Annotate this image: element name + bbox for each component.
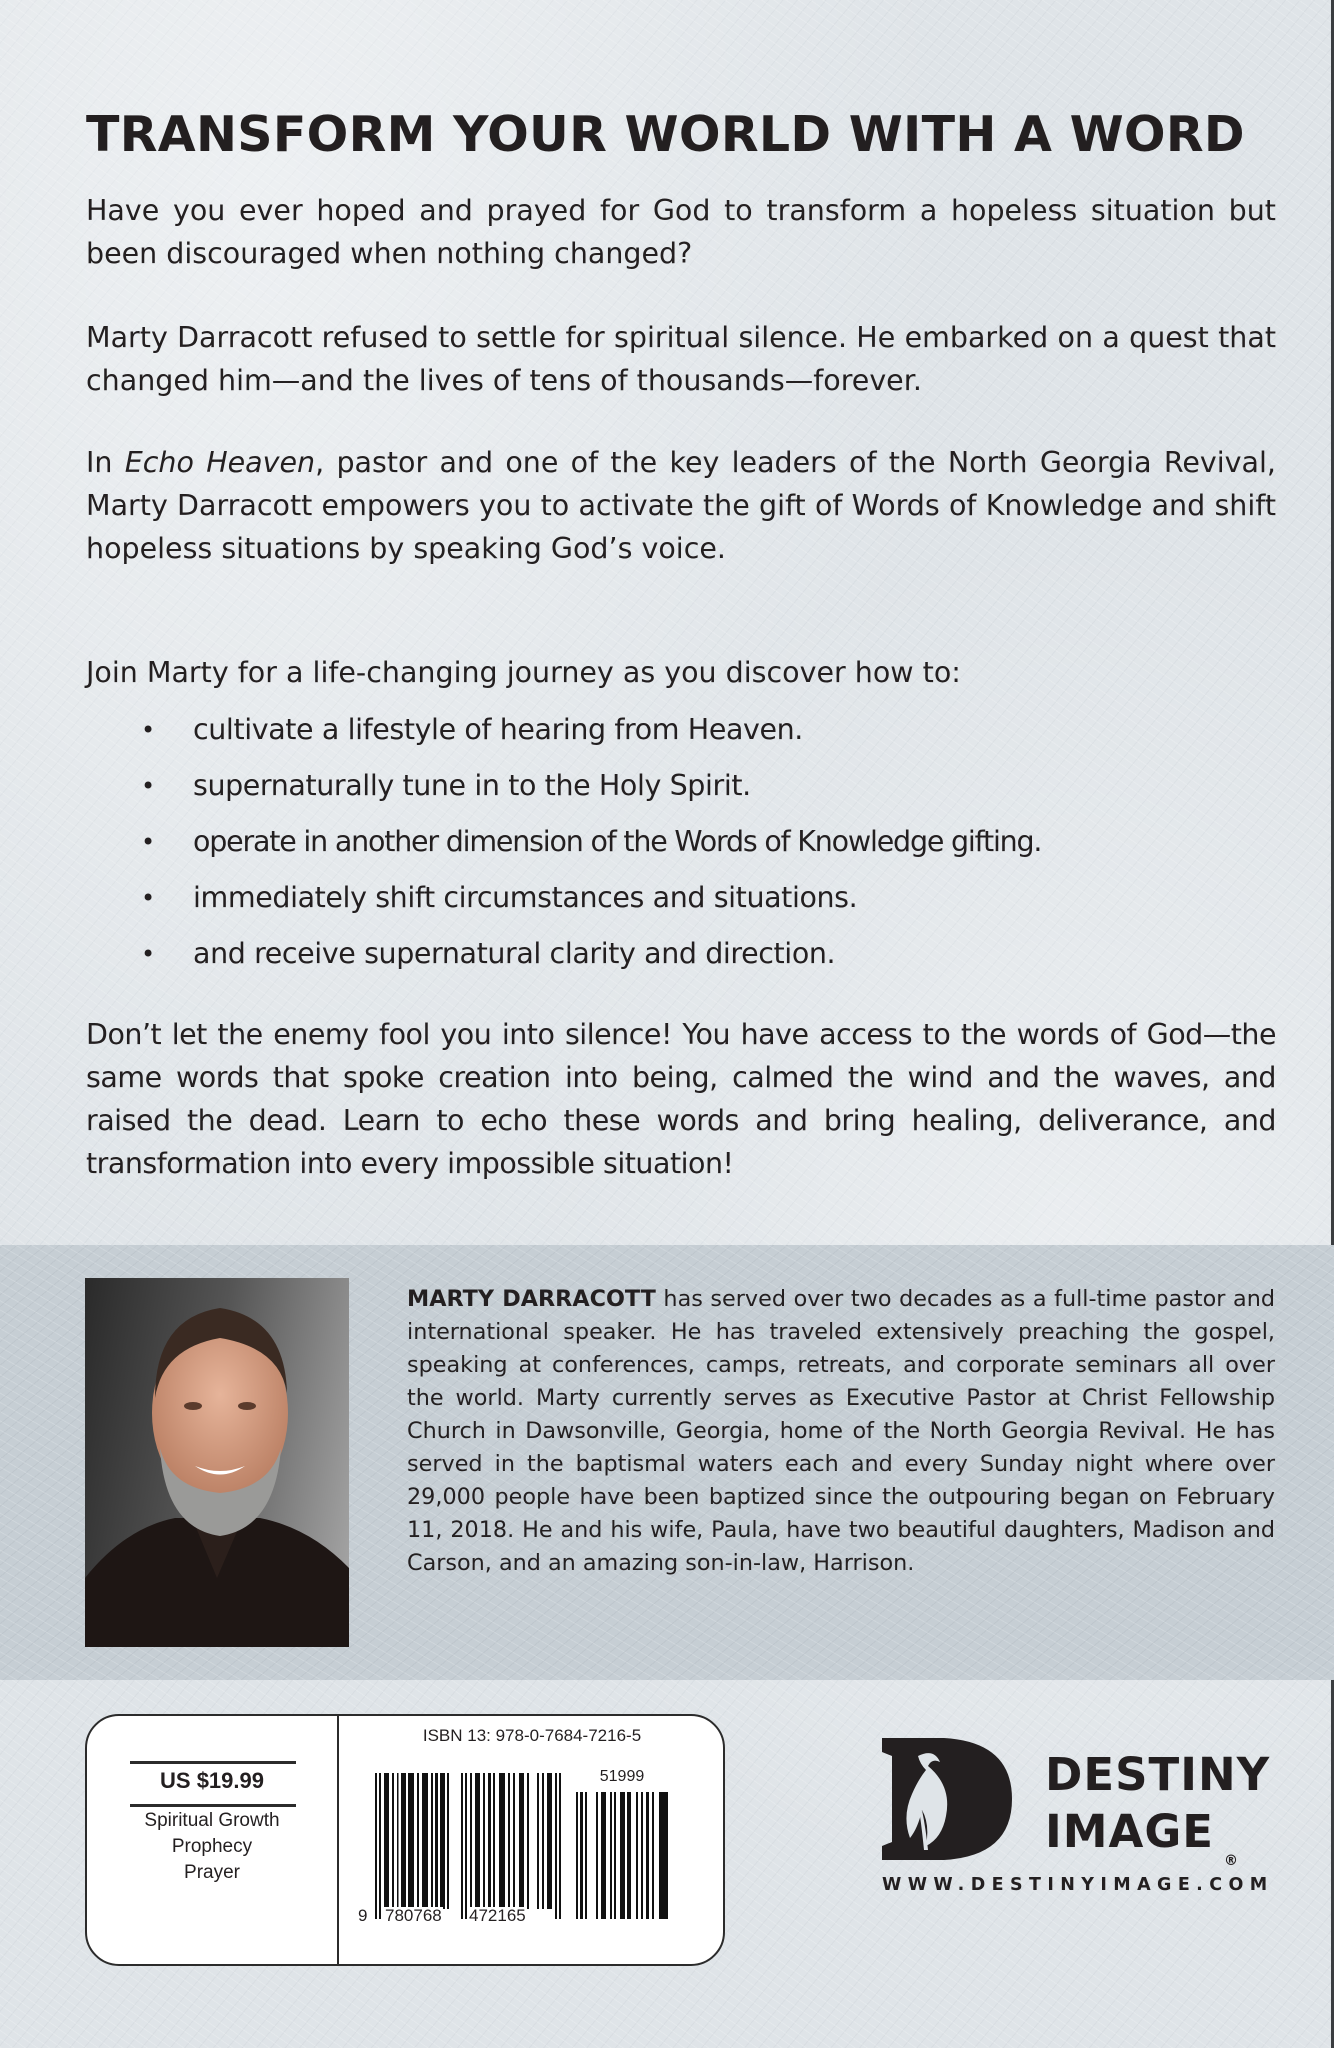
bullet-icon: • [141,940,156,968]
price-label: US $19.99 [160,1768,264,1793]
author-photo [85,1278,349,1647]
destiny-image-logo-icon [882,1738,1012,1860]
list-item [86,702,1286,758]
list-item-text: supernaturally tune in to the Holy Spirit. [193,769,751,802]
barcode-icon [375,1773,561,1919]
price-rule-bottom [130,1804,296,1807]
list-item-text: immediately shift circumstances and situations. [193,881,858,914]
benefit-list [86,702,1286,982]
quest-paragraph: Marty Darracott refused to settle for spiritual silence. He embarked on a quest that changed him—and the lives of tens of thousands—forever. [86,321,1276,397]
list-item [86,814,1286,870]
panel-divider [337,1716,339,1964]
bullet-icon: • [141,828,156,856]
list-item-text: cultivate a lifestyle of hearing from Heaven. [193,713,803,746]
category-item: Prophecy [171,1836,253,1857]
author-bio [407,1283,1275,1580]
category-list [87,1808,337,1886]
portrait-icon [85,1278,349,1647]
intro-paragraph: Have you ever hoped and prayed for God to transform a hopeless situation but been discouraged when nothing changed? [86,194,1276,270]
category-item: Prayer [184,1862,240,1883]
publisher-name-line2: IMAGE [1045,1805,1215,1858]
barcode-lead-digit: 9 [358,1906,368,1925]
category-item: Spiritual Growth [144,1810,280,1831]
list-item-text: operate in another dimension of the Words of Knowledge gifting. [193,825,1042,858]
registered-mark: ® [1224,1853,1238,1869]
price-rule-top [130,1761,296,1764]
list-item [86,758,1286,814]
publisher-url: WWW.DESTINYIMAGE.COM [882,1875,1274,1895]
bullet-icon: • [141,772,156,800]
author-bio-text: has served over two decades as a full-time pastor and international speaker. He has traveled extensively preaching the gospel, speaking at conferences, camps, retreats, and corporate seminars all over the world. Marty currently serves as Executive Pastor at Christ Fellowship Church in Dawsonville, Georgia, home of the North Georgia Revival. He has served in the baptismal waters each and every Sunday night where over 29,000 people have been baptized since the outpouring began on February 11, 2018. He and his wife, Paula, have two beautiful daughters, Madison and Carson, and an amazing son-in-law, Harrison. [407,1286,1275,1576]
headline: TRANSFORM YOUR WORLD WITH A WORD [86,106,1245,163]
list-item [86,870,1286,926]
list-item [86,926,1286,982]
bullet-icon: • [141,884,156,912]
book-title: Echo Heaven [124,446,316,479]
publisher-name-line1: DESTINY [1045,1748,1271,1801]
echo-rest: , pastor and one of the key leaders of the North Georgia Revival, Marty Darracott empowers you to activate the gift of Words of Knowledge and shift hopeless situations by speaking God’s voice. [86,446,1276,565]
bullet-icon: • [141,716,156,744]
join-paragraph: Join Marty for a life-changing journey as you discover how to: [86,656,961,689]
barcode-digits-right: 472165 [469,1906,526,1925]
addon-barcode-icon [576,1792,668,1919]
echo-prefix: In [86,446,125,479]
isbn-label: ISBN 13: 978-0-7684-7216-5 [422,1726,642,1745]
closing-paragraph: Don’t let the enemy fool you into silence! You have access to the words of God—the same words that spoke creation into being, calmed the wind and the waves, and raised the dead. Learn to echo these words and bring healing, deliverance, and transformation into every impossible situation! [86,1018,1276,1180]
list-item-text: and receive supernatural clarity and direction. [193,937,836,970]
barcode-panel [85,1714,725,1966]
addon-price-code: 51999 [599,1768,645,1785]
barcode-digits-left: 780768 [385,1906,442,1925]
author-name: MARTY DARRACOTT [407,1286,656,1312]
echo-paragraph [86,441,1276,570]
